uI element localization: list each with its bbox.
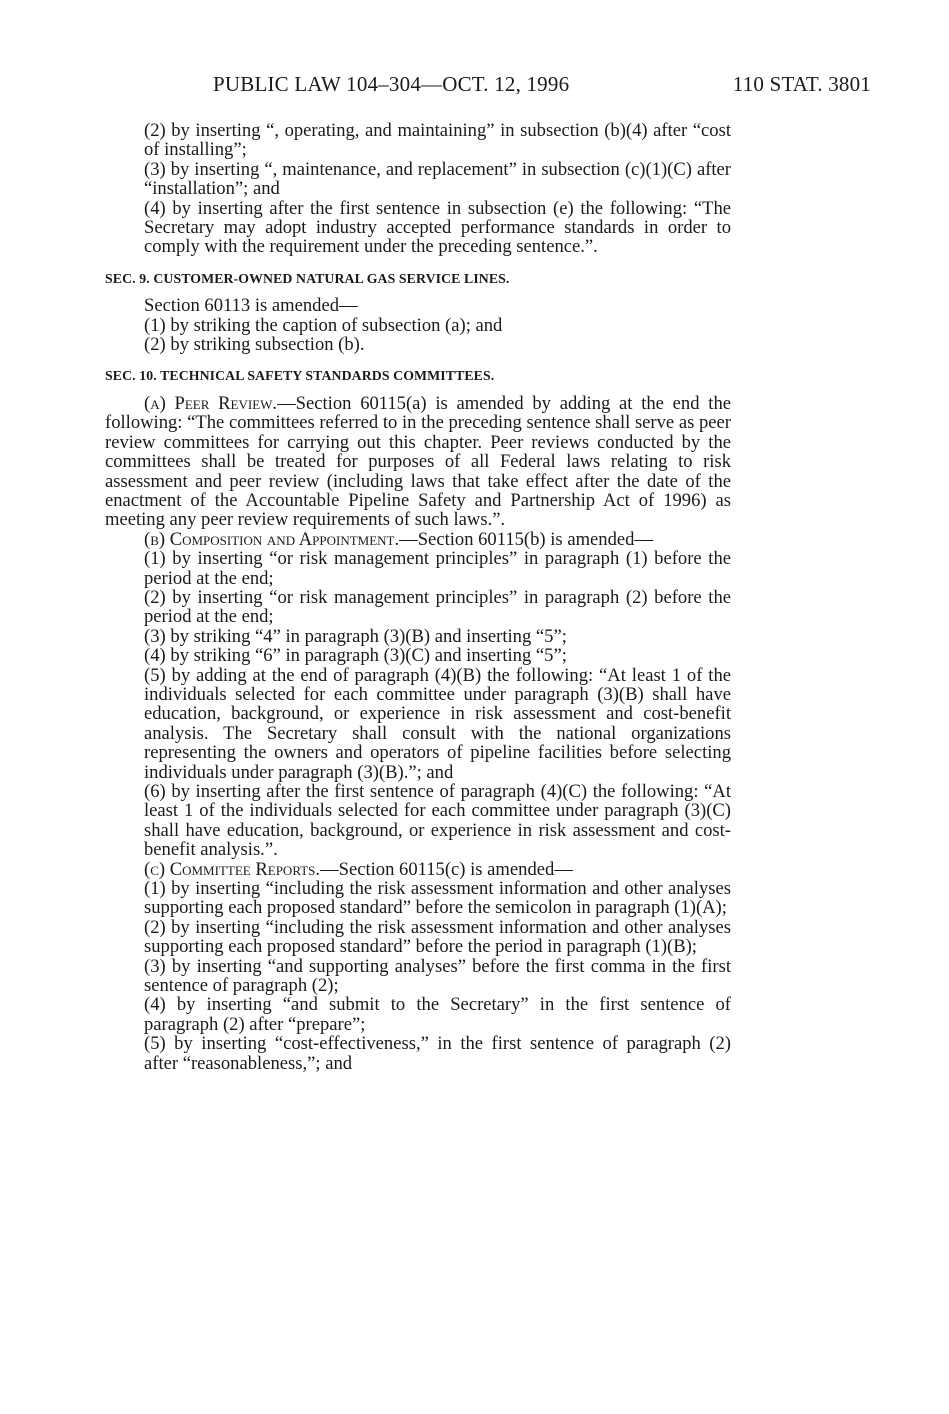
paragraph-item: (4) by inserting after the first sentence in subsection (e) the following: “The Secretary may adopt industry accepted performance standards in order to comply with the requirement under the preceding sentence.”. [144,197,731,258]
paragraph-item: (3) by striking “4” in paragraph (3)(B) and inserting “5”; [144,625,567,647]
paragraph-item: (2) by inserting “, operating, and maintaining” in subsection (b)(4) after “cost of installing”; [144,120,731,161]
section-heading: SEC. 10. TECHNICAL SAFETY STANDARDS COMMITTEES. [105,368,495,384]
header-title: PUBLIC LAW 104–304—OCT. 12, 1996 [213,72,570,96]
subsection-b-heading: (b) Composition and Appointment. [144,528,400,550]
subsection-c-text: —Section 60115(c) is amended— [320,858,573,880]
paragraph-item: (2) by inserting “including the risk assessment information and other analyses supporting each proposed standard” before the period in paragraph (1)(B); [144,916,731,958]
subsection-a-text: —Section 60115(a) is amended by adding at the end the following: “The committees referred to in the preceding sentence shall serve as peer review committees for carrying out this chapter. Peer reviews conducted by the committees shall be treated for purposes of all Federal laws relating to risk assessment and peer review (including laws that take effect after the date of the enactment of the Accountable Pipeline Safety and Partnership Act of 1996) as meeting any peer review requirements of such laws.”. [105,392,731,531]
paragraph-item: (4) by striking “6” in paragraph (3)(C) and inserting “5”; [144,645,567,667]
paragraph-item: (2) by striking subsection (b). [144,334,365,356]
subsection-b [105,530,731,549]
subsection-c [105,860,731,879]
paragraph-item: (6) by inserting after the first sentence of paragraph (4)(C) the following: “At least 1 of the individuals selected for each committee under paragraph (3)(C) shall have education, background, or experience in risk assessment and cost-benefit analysis.”. [144,781,731,861]
paragraph-item: (2) by inserting “or risk management principles” in paragraph (2) before the period at the end; [144,586,731,628]
subsection-a [105,394,731,530]
document-body [105,121,731,1073]
page-header [0,72,949,100]
paragraph-item: (4) by inserting “and submit to the Secretary” in the first sentence of paragraph (2) after “prepare”; [144,994,731,1035]
subsection-a-heading: (a) Peer Review. [144,392,278,414]
paragraph-item: (5) by inserting “cost-effectiveness,” in the first sentence of paragraph (2) after “reasonableness,”; and [144,1033,731,1074]
paragraph-item: (1) by inserting “including the risk assessment information and other analyses supporting each proposed standard” before the semicolon in paragraph (1)(A); [144,878,731,919]
paragraph: Section 60113 is amended— [144,295,358,317]
header-stat-page: 110 STAT. 3801 [732,72,871,96]
paragraph-item: (1) by inserting “or risk management principles” in paragraph (1) before the period at the end; [144,548,731,589]
paragraph-item: (5) by adding at the end of paragraph (4)(B) the following: “At least 1 of the individuals selected for each committee under paragraph (3)(B) shall have education, background, or experience in risk assessment and cost-benefit analysis. The Secretary shall consult with the national organizations representing the owners and operators of pipeline facilities before selecting individuals under paragraph (3)(B).”; and [144,664,731,783]
subsection-c-heading: (c) Committee Reports. [144,858,321,880]
paragraph-item: (3) by inserting “and supporting analyses” before the first comma in the first sentence of paragraph (2); [144,955,731,997]
paragraph-item: (3) by inserting “, maintenance, and replacement” in subsection (c)(1)(C) after “installation”; and [144,158,731,200]
section-heading: SEC. 9. CUSTOMER-OWNED NATURAL GAS SERVICE LINES. [105,270,510,286]
paragraph-item: (1) by striking the caption of subsection (a); and [144,314,503,336]
subsection-b-text: —Section 60115(b) is amended— [399,528,654,550]
